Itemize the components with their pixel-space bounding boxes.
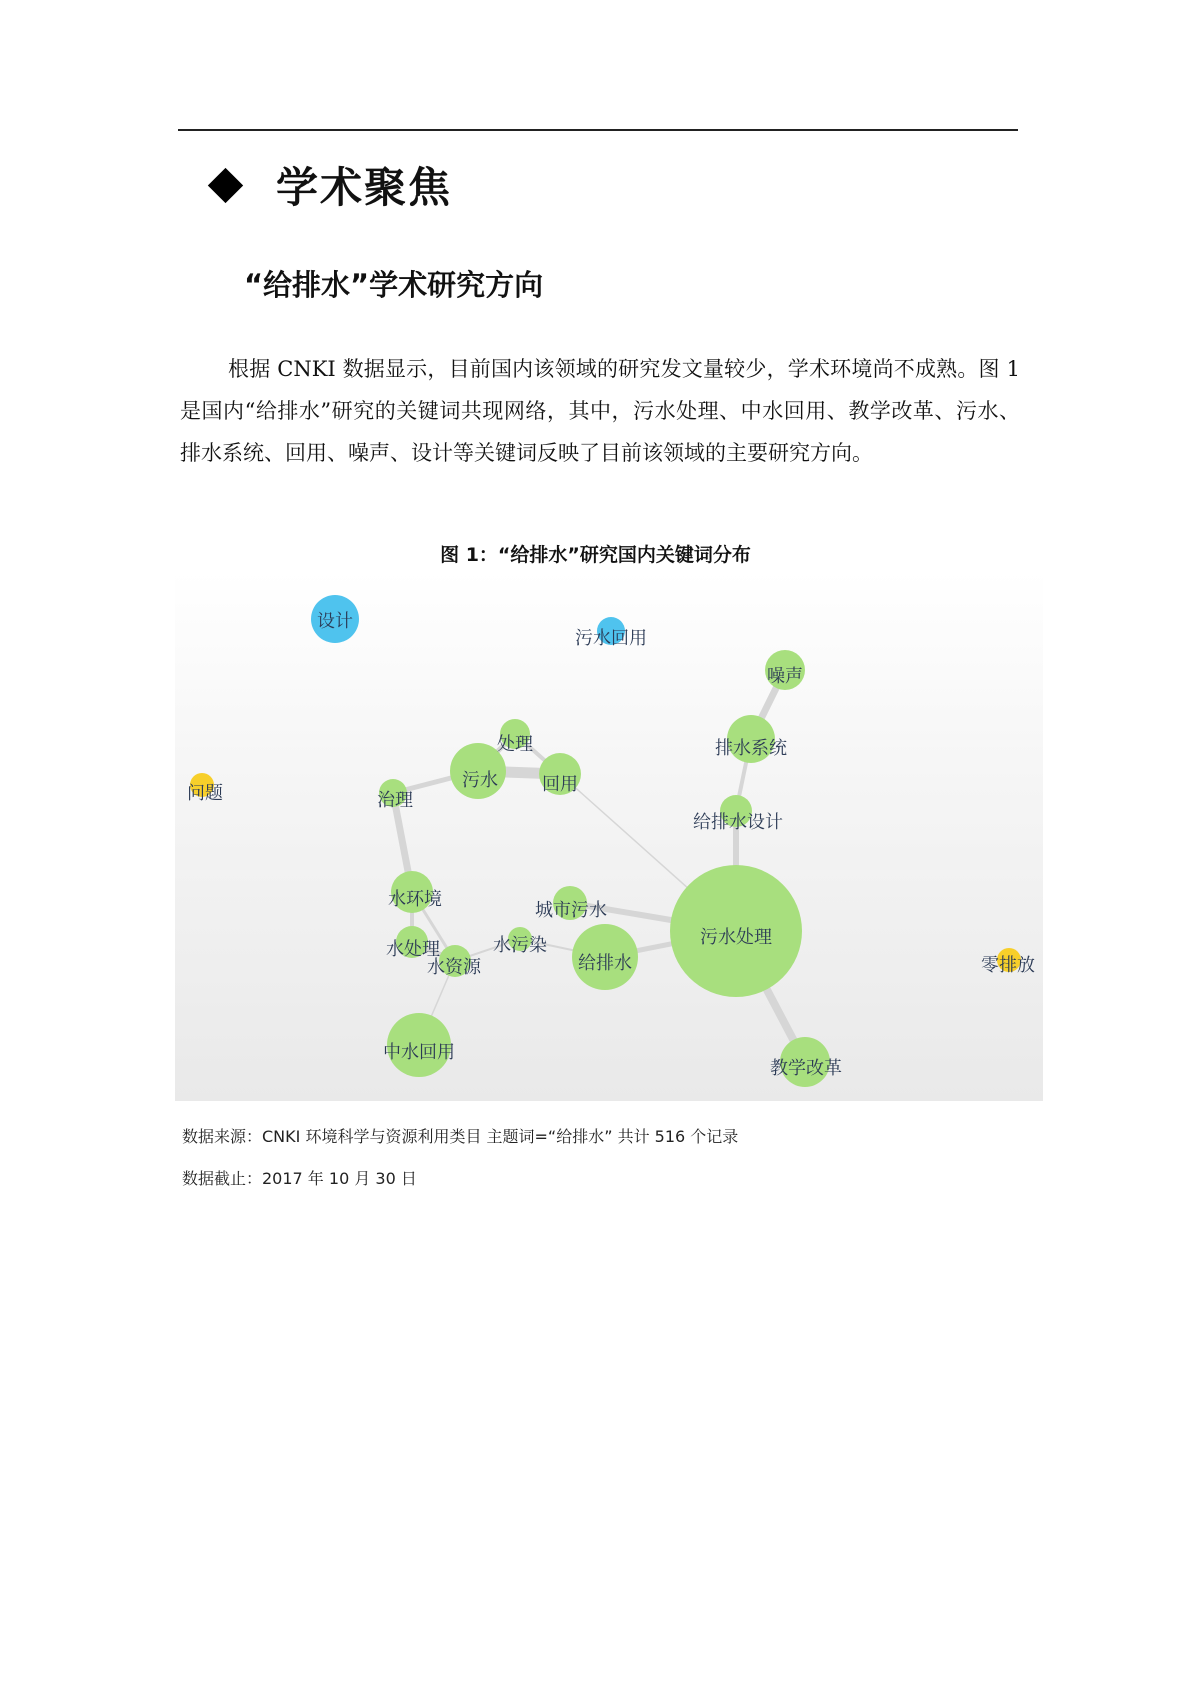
node-label-jipaishuisheji: 给排水设计: [693, 812, 783, 833]
data-cutoff-note: 数据截止：2017 年 10 月 30 日: [182, 1169, 417, 1188]
node-label-chengshiwushui: 城市污水: [535, 900, 607, 921]
node-label-huiyong: 回用: [542, 774, 578, 795]
node-label-zhili: 治理: [377, 790, 413, 811]
node-label-chuli: 处理: [497, 734, 533, 755]
node-label-zhongshuihuiyong: 中水回用: [383, 1042, 455, 1063]
diamond-bullet-icon: [208, 167, 243, 202]
node-label-wushui: 污水: [462, 770, 498, 791]
node-label-jipaishui: 给排水: [578, 953, 632, 974]
node-label-shuihuanjing: 水环境: [388, 889, 442, 910]
node-label-paishuixitong: 排水系统: [715, 738, 787, 759]
network-nodes: [187, 595, 1035, 1087]
node-label-wushuihuiyong: 污水回用: [575, 628, 647, 649]
subtitle: “给排水”学术研究方向: [244, 268, 544, 302]
body-paragraph: 根据 CNKI 数据显示，目前国内该领域的研究发文量较少，学术环境尚不成熟。图 1 是国内“给排水”研究的关键词共现网络，其中，污水处理、中水回用、教学改革、污水、排水系统、回用、噪声、设计等关键词反映了目前该领域的主要研究方向。: [180, 357, 1020, 465]
node-label-zaosheng: 噪声: [767, 666, 803, 687]
node-label-sheji: 设计: [317, 611, 353, 632]
node-label-jiaoxuegaige: 教学改革: [770, 1058, 842, 1079]
section-heading: [205, 155, 452, 215]
keyword-network-chart: [175, 571, 1043, 1101]
figure-caption: 图 1：“给排水”研究国内关键词分布: [440, 544, 751, 566]
node-label-wushuichuli: 污水处理: [700, 927, 772, 948]
node-label-shuichuli: 水处理: [386, 939, 440, 960]
section-title: 学术聚焦: [276, 163, 453, 212]
node-label-wenti: 问题: [187, 783, 223, 804]
node-label-lingpaifang: 零排放: [981, 955, 1035, 976]
node-label-shuiziyuan: 水资源: [427, 957, 481, 978]
network-svg: [175, 571, 1043, 1101]
data-source-note: 数据来源：CNKI 环境科学与资源利用类目 主题词=“给排水” 共计 516 个记录: [182, 1127, 739, 1146]
top-rule: [178, 129, 1018, 131]
node-label-shuiwuran: 水污染: [493, 935, 547, 956]
